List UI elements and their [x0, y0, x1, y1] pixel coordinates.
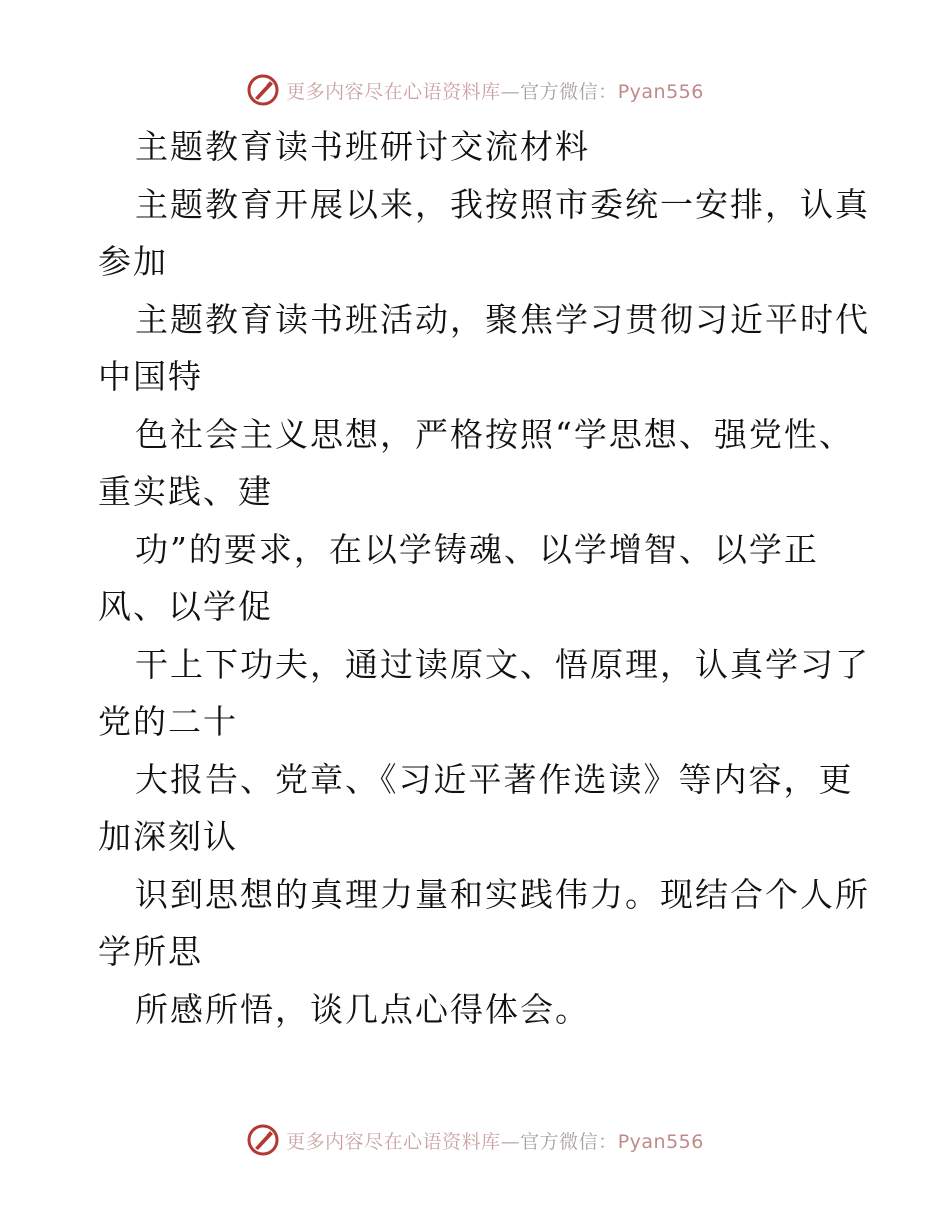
document-body [98, 118, 870, 1038]
watermark-wechat-id: Pyan556 [617, 1130, 704, 1153]
paragraph-line: 大报告、党章、《习近平著作选读》等内容，更 [135, 759, 854, 799]
paragraph-line: 色社会主义思想，严格按照“学思想、强党性、 [135, 414, 854, 454]
footer-watermark [0, 1120, 950, 1160]
header-watermark [0, 70, 950, 110]
paragraph-line: 加深刻认 [98, 817, 238, 856]
document-title: 主题教育读书班研讨交流材料 [135, 127, 590, 166]
paragraph-line: 重实践、建 [98, 472, 273, 511]
paragraph-line: 所感所悟，谈几点心得体会。 [135, 989, 590, 1029]
paragraph-line: 中国特 [98, 357, 203, 396]
paragraph-line: 风、以学促 [98, 587, 273, 626]
watermark-separator: — [500, 80, 521, 103]
feather-pen-icon [246, 73, 280, 107]
feather-pen-icon [246, 1123, 280, 1157]
watermark-text [286, 77, 704, 104]
paragraph-line: 干上下功夫，通过读原文、悟原理，认真学习了 [135, 644, 870, 684]
watermark-wechat-label: 官方微信： [520, 80, 618, 103]
paragraph-line: 主题教育读书班活动，聚焦学习贯彻习近平时代 [135, 299, 870, 339]
watermark-site: 更多内容尽在心语资料库 [286, 1130, 501, 1153]
watermark-separator: — [500, 1130, 521, 1153]
paragraph-line: 功”的要求，在以学铸魂、以学增智、以学正 [135, 529, 819, 569]
paragraph-line: 主题教育开展以来，我按照市委统一安排，认真 [135, 184, 870, 224]
watermark-text [286, 1127, 704, 1154]
watermark-wechat-id: Pyan556 [617, 80, 704, 103]
paragraph-line: 学所思 [98, 932, 203, 971]
watermark-wechat-label: 官方微信： [520, 1130, 618, 1153]
paragraph-line: 识到思想的真理力量和实践伟力。现结合个人所 [135, 874, 870, 914]
paragraph-line: 党的二十 [98, 702, 238, 741]
paragraph-line: 参加 [98, 242, 168, 281]
watermark-site: 更多内容尽在心语资料库 [286, 80, 501, 103]
